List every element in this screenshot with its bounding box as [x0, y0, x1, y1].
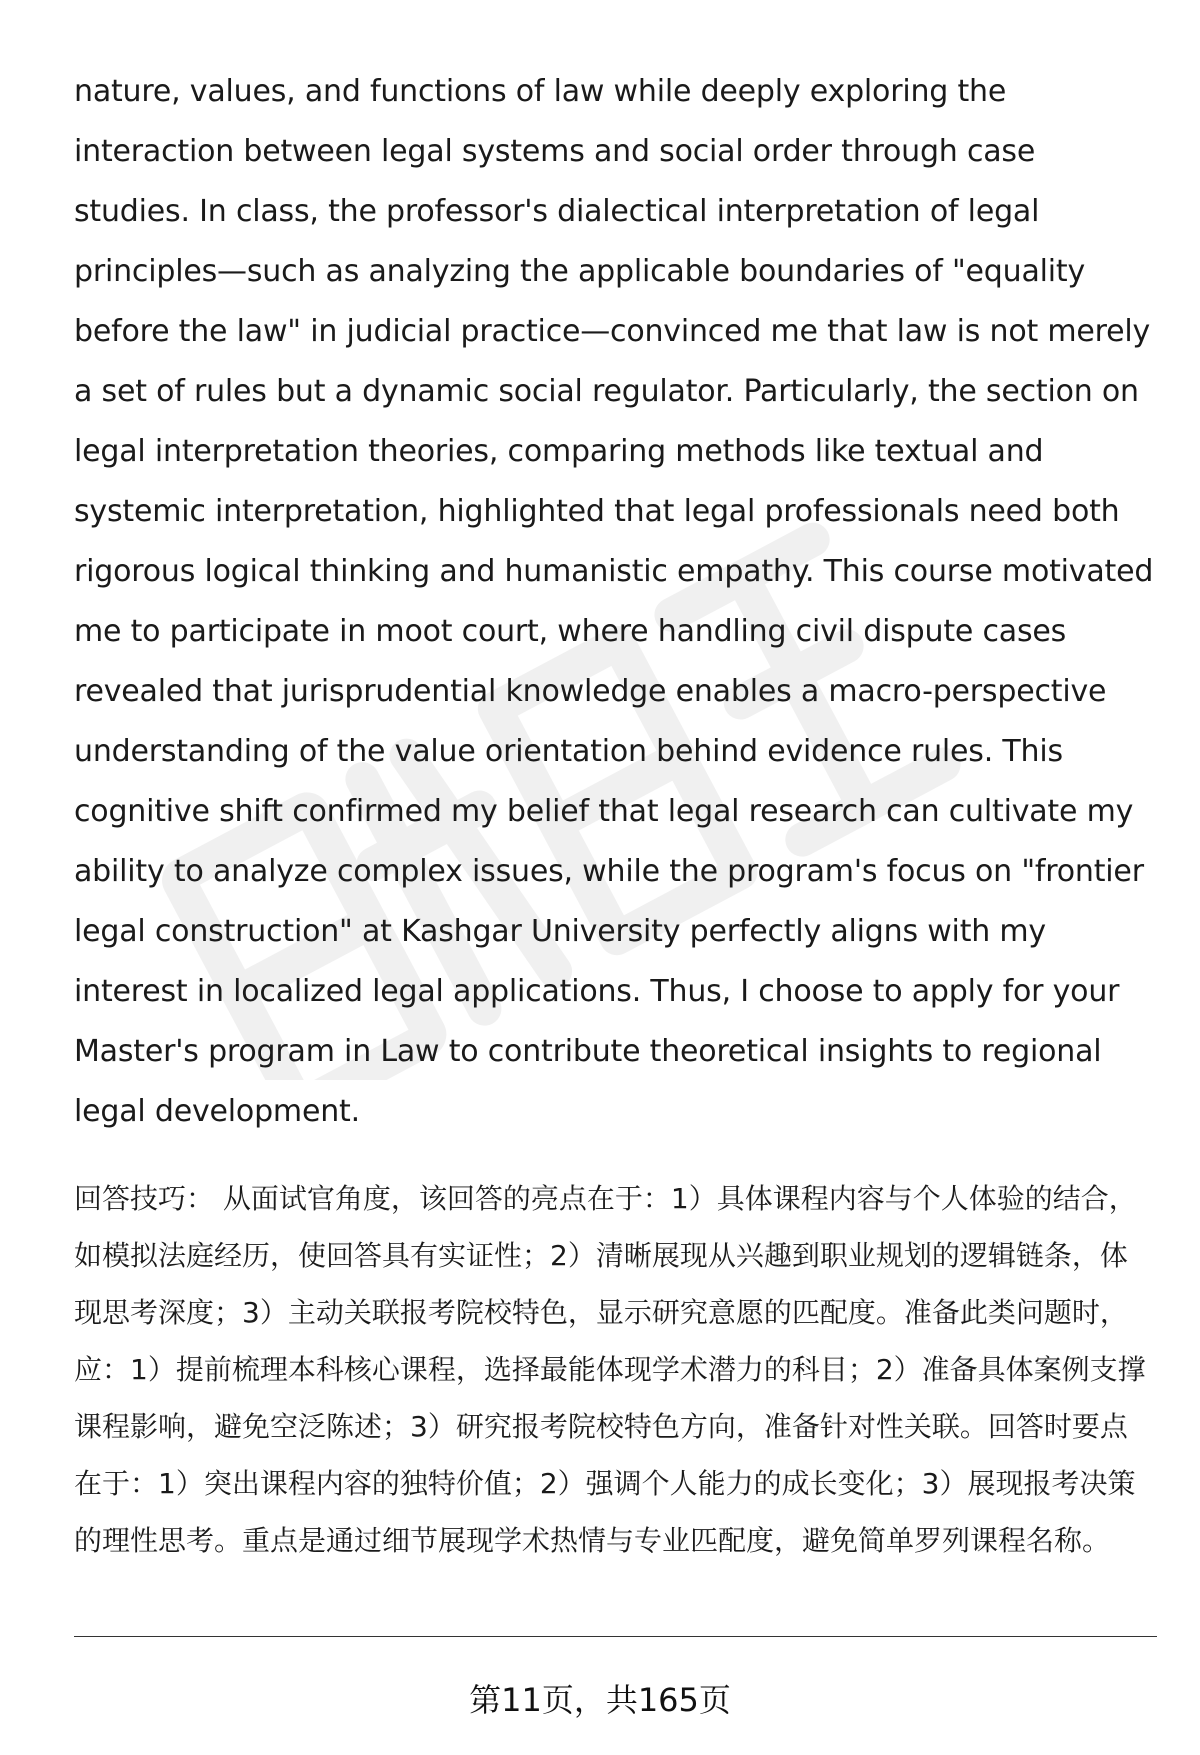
page-content — [74, 62, 1154, 1569]
answer-tips-paragraph: 回答技巧： 从面试官角度，该回答的亮点在于：1）具体课程内容与个人体验的结合，如模拟法庭经历，使回答具有实证性；2）清晰展现从兴趣到职业规划的逻辑链条，体现思考深度；3）主动关联报考院校特色，显示研究意愿的匹配度。准备此类问题时，应：1）提前梳理本科核心课程，选择最能体现学术潜力的科目；2）准备具体案例支撑课程影响，避免空泛陈述；3）研究报考院校特色方向，准备针对性关联。回答时要点在于：1）突出课程内容的独特价值；2）强调个人能力的成长变化；3）展现报考决策的理性思考。重点是通过细节展现学术热情与专业匹配度，避免简单罗列课程名称。 — [74, 1182, 1146, 1557]
page-number: 第11页，共165页 — [469, 1681, 731, 1719]
footer-divider — [74, 1636, 1157, 1637]
answer-paragraph: nature, values, and functions of law while deeply exploring the interaction between legal systems and social order through case studies. In class, the professor's dialectical interpretation of legal principles—such as analyzing the applicable boundaries of "equality before the law" in judicial practice—convinced me that law is not merely a set of rules but a dynamic social regulator. Particularly, the section on legal interpretation theories, comparing methods like textual and systemic interpretation, highlighted that legal professionals need both rigorous logical thinking and humanistic empathy. This course motivated me to participate in moot court, where handling civil dispute cases revealed that jurisprudential knowledge enables a macro-perspective understanding of the value orientation behind evidence rules. This cognitive shift confirmed my belief that legal research can cultivate my ability to analyze complex issues, while the program's focus on "frontier legal construction" at Kashgar University perfectly aligns with my interest in localized legal applications. Thus, I choose to apply for your Master's program in Law to contribute theoretical insights to regional legal development. — [74, 74, 1154, 1129]
